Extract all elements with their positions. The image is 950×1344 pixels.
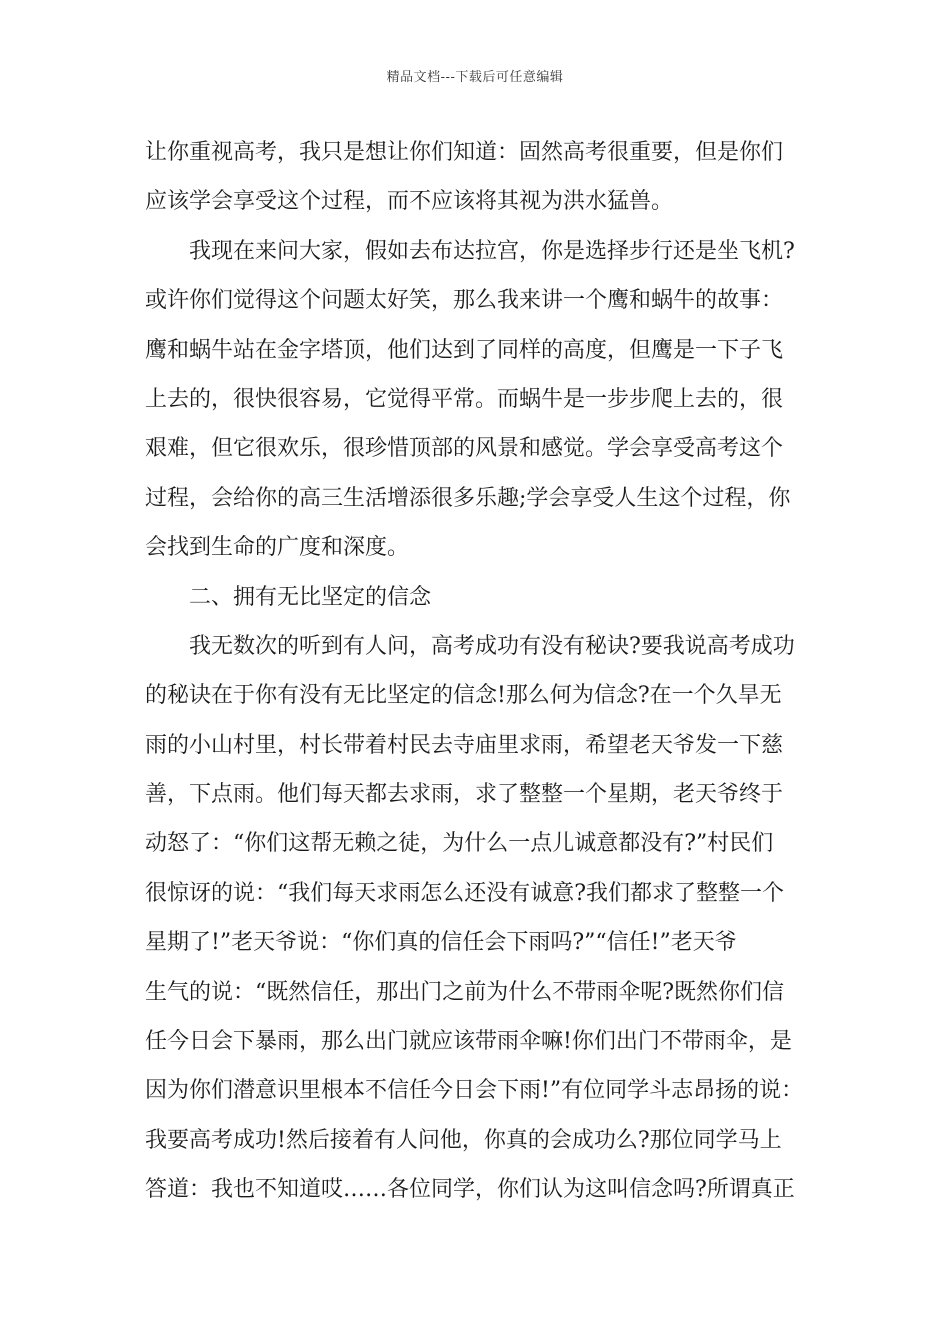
text-line: 鹰和蜗牛站在金字塔顶，他们达到了同样的高度，但鹰是一下子飞 <box>145 337 784 363</box>
text-line: 让你重视高考，我只是想让你们知道：固然高考很重要，但是你们 <box>145 140 784 165</box>
text-line: 艰难，但它很欢乐，很珍惜顶部的风景和感觉。学会享受高考这个 <box>145 436 784 462</box>
text-line: 上去的，很快很容易，它觉得平常。而蜗牛是一步步爬上去的，很 <box>145 386 784 412</box>
text-line: 生气的说：“既然信任，那出门之前为什么不带雨伞呢?既然你们信 <box>145 979 785 1005</box>
text-line: 因为你们潜意识里根本不信任今日会下雨!”有位同学斗志昂扬的说： <box>145 1078 804 1104</box>
text-line: 会找到生命的广度和深度。 <box>145 535 410 561</box>
text-line: 的秘诀在于你有没有无比坚定的信念!那么何为信念?在一个久旱无 <box>145 683 782 709</box>
text-line: 很惊讶的说：“我们每天求雨怎么还没有诚意?我们都求了整整一个 <box>145 880 785 906</box>
text-line: 过程，会给你的高三生活增添很多乐趣;学会享受人生这个过程，你 <box>145 485 791 511</box>
text-line: 善，下点雨。他们每天都去求雨，求了整整一个星期，老天爷终于 <box>145 782 784 808</box>
text-line: 应该学会享受这个过程，而不应该将其视为洪水猛兽。 <box>145 189 674 215</box>
text-line: 我要高考成功!然后接着有人问他，你真的会成功么?那位同学马上 <box>145 1127 782 1153</box>
text-line: 我无数次的听到有人问，高考成功有没有秘诀?要我说高考成功 <box>189 633 795 659</box>
text-line: 动怒了：“你们这帮无赖之徒，为什么一点儿诚意都没有?”村民们 <box>145 831 774 857</box>
text-line: 我现在来问大家，假如去布达拉宫，你是选择步行还是坐飞机? <box>189 238 795 264</box>
text-line: 星期了!”老天爷说：“你们真的信任会下雨吗?”“信任!”老天爷 <box>145 930 737 956</box>
text-line: 雨的小山村里，村长带着村民去寺庙里求雨，希望老天爷发一下慈 <box>145 732 784 758</box>
text-line: 或许你们觉得这个问题太好笑，那么我来讲一个鹰和蜗牛的故事： <box>145 288 784 314</box>
section-heading: 二、拥有无比坚定的信念 <box>189 584 432 610</box>
text-line: 答道：我也不知道哎……各位同学，你们认为这叫信念吗?所谓真正 <box>145 1177 795 1203</box>
document-body <box>145 128 810 1215</box>
page-header: 精品文档---下载后可任意编辑 <box>386 70 564 85</box>
text-line: 任今日会下暴雨，那么出门就应该带雨伞嘛!你们出门不带雨伞，是 <box>145 1029 792 1055</box>
